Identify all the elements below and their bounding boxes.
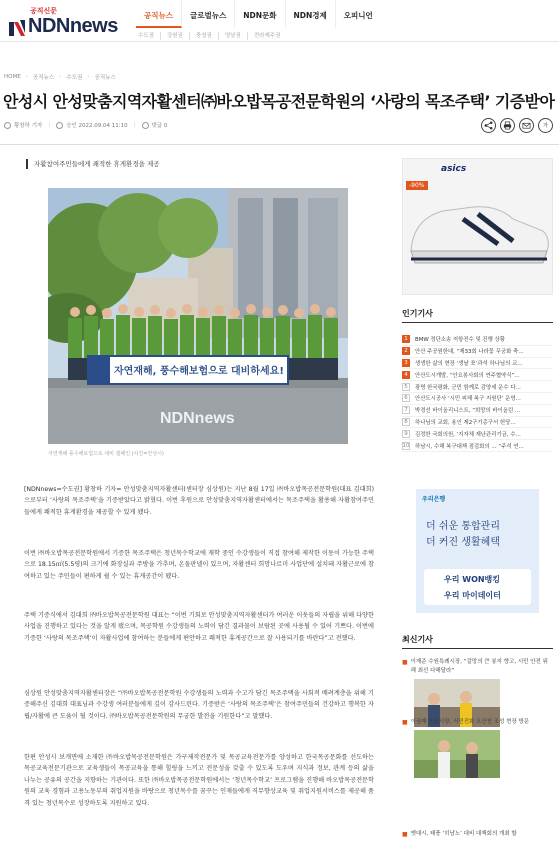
list-item-title: 안산 주공원한대, “제33회 나라꽃 무궁화 축… [415,349,524,356]
comment-icon [142,122,149,129]
rank-badge: 3 [402,359,410,367]
list-item-title: 하나님의 교회, 용인 제2구기총구서 헌당… [415,419,516,426]
list-item[interactable] [402,358,553,370]
list-item-title: 하남시, 수해 복구대책 점검회의 … “주석 연… [415,443,524,450]
font-size-icon[interactable]: 가 [538,118,553,133]
list-item[interactable] [402,369,553,381]
author-icon [4,122,11,129]
subnav-item[interactable]: 전라제주권 [253,33,281,39]
list-item-title: BMW 정단소송 저항전수 및 진행 상황 [415,337,505,344]
photo-caption: 자연재해 풍수해보험으로 대비 캠페인 (사진=안성시) [48,451,164,457]
article-paragraph: 한편 안성시 보개면에 소재한 ㈜바오밥목공전문학원은 가구제작전문가 및 목공교육전문가를 양성하고 한국목공문화를 선도하는 목공교육전문기관으로 교육생들이 목공교육을 통해 힐링을 느끼고 전문성을 갖출 수 있도록 도우며 지식과 정보, 관계 등의 삶을 나누는 공유의 공간을 지향하는 기관이다. 또한 ㈜바오밥목공전문학원에서는 ‘청년목수학교’ 프로그램을 진행해 바오밥목공전문학원의 교육 경험과 고용노동부의 취업지원을 바탕으로 청년목수를 꿈꾸는 인재들에게 직무향상교육 및 취업지원서비스를 제공해 품격 있는 청년목수로 성장하도록 지원하고 있다. [24,754,374,807]
rank-badge: 1 [402,335,410,343]
rank-badge: 7 [402,406,410,414]
latest-heading: 최신기사 [402,635,433,644]
article-paragraph: 주택 기증식에서 김대희 ㈜바오밥목공전문학원 대표는 “이번 기회로 안성맞춤지역자활센터가 여러운 이웃들의 자립을 위해 다양한 사업을 진행하고 있다는 것을 알게 됐으며, 목공학원 수강생들의 노력이 담긴 결과물이 보람된 곳에 사용될 수 있어 기쁘다. 이번에 기증한 ‘사랑의 목조주택’이 자활사업에 참여하는 분들에게 편안하고 쾌적한 휴게공간으로 잘 사용되기를 바란다”고 전했다. [24,612,374,642]
site-header [0,0,559,42]
share-icon[interactable] [481,118,496,133]
breadcrumb-item[interactable]: 수도권 [66,75,83,81]
article-comments[interactable]: 댓글 0 [151,123,168,129]
list-item[interactable] [402,334,553,346]
bullet-icon: ■ [402,831,408,838]
rank-badge: 5 [402,383,410,391]
article-meta [4,121,167,129]
rank-badge: 4 [402,371,410,379]
list-item-title: 광명 한국평화, 군민 함께로 감양세 운수 다… [415,384,521,391]
sub-nav [132,32,286,40]
title-divider [0,144,559,145]
nav-item-opinion[interactable]: 오피니언 [343,11,373,20]
chevron-right-icon: › [25,74,28,80]
list-item-title: 김정한 국회의원, ‘지자체 재난관리기금, 수… [415,431,521,438]
breadcrumb [4,73,116,81]
list-item[interactable] [402,346,553,358]
bank-headline-1: 더 쉬운 통합관리 [426,521,500,532]
breadcrumb-item[interactable]: 공직뉴스 [94,75,116,81]
article-paragraph: 심상원 안성맞춤지역자활센터장은 “㈜바오밥목공전문학원 수강생들의 노력과 수고가 담긴 목조주택을 사회적 배려계층을 위해 기증해주신 김대희 대표님과 수강생 여러분들에게 깊이 감사드린다. 기증받은 ‘사랑의 목조주택’은 참여주민들의 건강하고 행복한 자립/자활에 큰 도움이 될 것이다. ㈜바오밥목공전문학원의 무궁한 발전을 기원한다”고 말했다. [24,690,374,720]
list-item[interactable] [402,417,553,429]
rank-badge: 10 [402,442,410,449]
subnav-item[interactable]: 영남권 [219,32,248,40]
latest-article-thumbnail [414,730,500,778]
article-paragraph: [NDNnews=수도권] 황창하 기자= 안성맞춤지역자활센터(센터장 심상원)는 지난 8월 17일 ㈜바오밥목공전문학원(대표 김대희)으로부터 ‘사랑의 목조주택’을 기증받았다고 밝혔다. 이번 후원으로 안성맞춤지역자활센터에서는 목조주택을 활용해 자활참여주민들에게 쾌적한 휴게환경을 제공할 수 있게 됐다. [24,486,374,516]
shoe-ad[interactable] [402,158,553,295]
list-item-title: 박경선 바이올리니스트, “희망의 바이올린 … [415,408,521,415]
list-item-title: 안산도시공사 ‘시민 피해 복구 지원단’ 운영… [415,396,521,403]
nav-item-economy[interactable]: NDN경제 [286,0,336,28]
subnav-item[interactable]: 강원권 [161,32,190,40]
latest-article[interactable] [402,830,553,839]
chevron-right-icon: › [87,74,90,80]
photo-banner-text: 자연재해, 풍수해보험으로 대비하세요! [114,366,284,377]
rank-badge: 6 [402,394,410,402]
list-item-title: 생생한 삶의 현장 ‘생날 쪼’과석 하나님의 교… [415,360,523,367]
logo-wordmark: NDNnews [28,15,118,37]
rank-badge: 8 [402,418,410,426]
logo-subtitle: 공직신문 [30,7,58,15]
rank-badge: 9 [402,430,410,438]
print-icon[interactable] [500,118,515,133]
chevron-right-icon: › [59,74,62,80]
article-photo[interactable] [48,188,348,444]
list-item[interactable] [402,440,553,452]
list-item-title: 안산도시개발, “안요봉사회의 연주협약식”… [415,372,520,379]
bank-brand: 우리은행 [422,496,446,503]
article-title: 안성시 안성맞춤지역자활센터㈜바오밥목공전문학원의 ‘사랑의 목조주택’ 기증받아 [3,92,555,111]
bullet-icon: ■ [402,719,408,726]
meta-divider: | [133,122,136,128]
bullet-icon: ■ [402,659,408,666]
bank-headline-2: 더 커진 생활혜택 [426,537,500,548]
nav-item-culture[interactable]: NDN문화 [235,0,285,28]
subnav-item[interactable]: 수도권 [132,32,161,40]
email-icon[interactable] [519,118,534,133]
rank-badge: 2 [402,347,410,355]
article-summary: 자활참여주민들에게 쾌적한 휴게환경을 제공 [26,159,160,169]
photo-illustration [48,188,348,444]
latest-article[interactable] [402,658,553,727]
popular-list [402,334,553,452]
latest-article-title: 이권재 오산시장, 서민진화 오산천 조성 현장 방문 [410,719,530,725]
meta-divider: | [48,122,51,128]
popular-heading: 인기기사 [402,309,433,318]
article-paragraph: 이번 ㈜바오밥목공전문학원에서 기증한 목조주택은 청년목수학교에 재학 중인 수강생들이 직접 참여해 제작한 이동이 가능한 주택으로 18.15㎡(5.5평)의 크기에 화장실과 주방을 가추며, 온돌판넬이 있으며, 자활센터 희망나르미 사업단에 설치돼 자활근로에 참여하고 있는 주민들이 편하게 쉴 수 있는 휴게공간이 됐다. [24,550,374,580]
popular-divider [402,322,553,323]
list-item[interactable] [402,393,553,405]
bank-ad[interactable] [416,489,539,613]
bank-app-1: 우리 WON뱅킹 [444,575,501,584]
latest-article-title: 이재준 수원특례시장, “갈망의 큰 봉지 향고, 시민 안전 위해 최선 다해달라” [410,659,548,674]
site-logo[interactable] [8,6,133,40]
latest-article[interactable] [402,718,553,778]
logo-mark-icon [8,19,26,37]
main-nav [136,0,381,28]
bank-app-2: 우리 마이데이터 [444,591,501,600]
shoe-image [403,159,553,295]
clock-icon [56,122,63,129]
nav-item-public-news[interactable]: 공직뉴스 [136,0,182,28]
ad-discount-badge: -90% [406,181,428,190]
latest-article-title: 옛대시, 태풍 ‘히남노’ 대비 대책회의 개최 할 [410,831,517,837]
subnav-item[interactable]: 충청권 [190,32,219,40]
article-author: 황창하 기자 [14,123,43,129]
breadcrumb-home[interactable]: HOME [4,74,21,80]
ad-brand-label: asics [441,164,467,174]
latest-divider [402,648,553,649]
nav-item-global-news[interactable]: 글로벌뉴스 [182,0,235,28]
list-item[interactable] [402,381,553,393]
article-date: 승인 2022.09.04 11:10 [66,123,128,129]
breadcrumb-item[interactable]: 공직뉴스 [32,75,55,81]
list-item[interactable] [402,405,553,417]
list-item[interactable] [402,428,553,440]
photo-watermark: NDNnews [160,410,235,427]
